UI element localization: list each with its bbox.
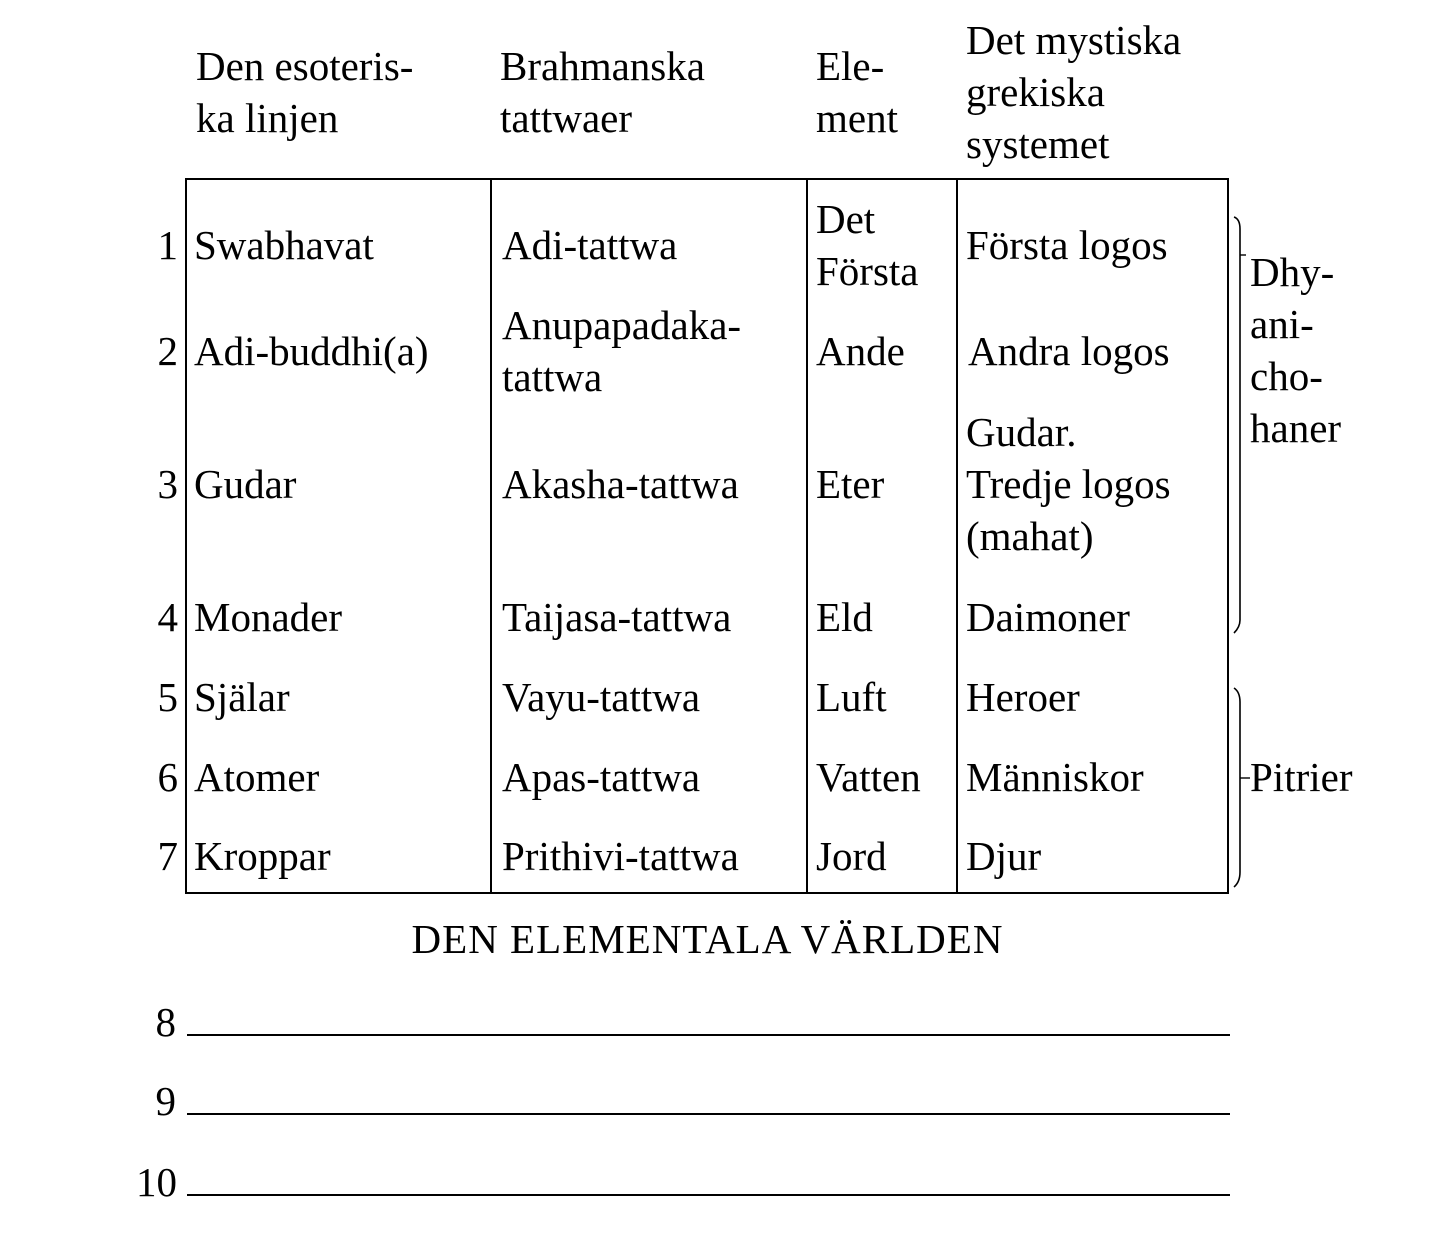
header-element: Ele- ment [816, 43, 898, 141]
cell-greek: Gudar. Tredje logos (mahat) [966, 409, 1171, 559]
elemental-world-title: DEN ELEMENTALA VÄRLDEN [411, 916, 1004, 962]
group-label-pitrier: Pitrier [1250, 754, 1353, 800]
cell-esoteric: Kroppar [194, 833, 331, 879]
blank-line [187, 1194, 1230, 1196]
row-number: 10 [136, 1159, 177, 1205]
cell-esoteric: Atomer [194, 754, 320, 800]
row-number: 5 [157, 674, 178, 720]
header-greek-system: Det mystiska grekiska systemet [966, 17, 1182, 167]
cell-esoteric: Monader [194, 594, 343, 640]
upper-brace-path [1234, 217, 1240, 633]
row-number: 2 [157, 328, 178, 374]
table-top-border [185, 178, 1229, 180]
blank-line [187, 1034, 1230, 1036]
cell-element: Vatten [816, 754, 921, 800]
row-number: 1 [157, 222, 178, 268]
group-label-dhyanichohaner: Dhy- ani- cho- haner [1250, 249, 1342, 451]
header-brahman-tattwas: Brahmanska tattwaer [500, 43, 705, 141]
cell-element: Det Första [816, 196, 919, 294]
cell-tattwa: Apas-tattwa [502, 754, 701, 800]
cell-greek: Första logos [966, 222, 1168, 268]
row-number: 7 [157, 833, 178, 879]
column-divider [806, 178, 808, 894]
cell-esoteric: Själar [194, 674, 290, 720]
cell-tattwa: Vayu-tattwa [502, 674, 701, 720]
cell-tattwa: Anupapadaka- tattwa [502, 302, 742, 400]
cell-greek: Heroer [966, 674, 1080, 720]
cell-element: Luft [816, 674, 887, 720]
row-number: 3 [157, 461, 178, 507]
row-number: 4 [157, 594, 178, 640]
cell-element: Eld [816, 594, 873, 640]
row-number: 9 [155, 1078, 176, 1124]
cell-element: Eter [816, 461, 885, 507]
table-left-border [185, 178, 187, 894]
cell-tattwa: Akasha-tattwa [502, 461, 739, 507]
cell-tattwa: Taijasa-tattwa [502, 594, 732, 640]
cell-tattwa: Prithivi-tattwa [502, 833, 739, 879]
cell-greek: Andra logos [968, 328, 1170, 374]
cell-element: Ande [816, 328, 905, 374]
column-divider [490, 178, 492, 894]
table-bottom-border [185, 892, 1229, 894]
column-divider [956, 178, 958, 894]
cell-element: Jord [816, 833, 887, 879]
cell-greek: Daimoner [966, 594, 1130, 640]
cell-esoteric: Gudar [194, 461, 297, 507]
cell-esoteric: Adi-buddhi(a) [194, 328, 429, 374]
cell-greek: Människor [966, 754, 1144, 800]
cell-esoteric: Swabhavat [194, 222, 374, 268]
cell-greek: Djur [966, 833, 1042, 879]
row-number: 8 [155, 999, 176, 1045]
blank-line [187, 1113, 1230, 1115]
row-number: 6 [157, 754, 178, 800]
lower-brace-path [1234, 688, 1240, 887]
cell-tattwa: Adi-tattwa [502, 222, 678, 268]
header-esoteric-line: Den esoteris- ka linjen [196, 43, 414, 141]
